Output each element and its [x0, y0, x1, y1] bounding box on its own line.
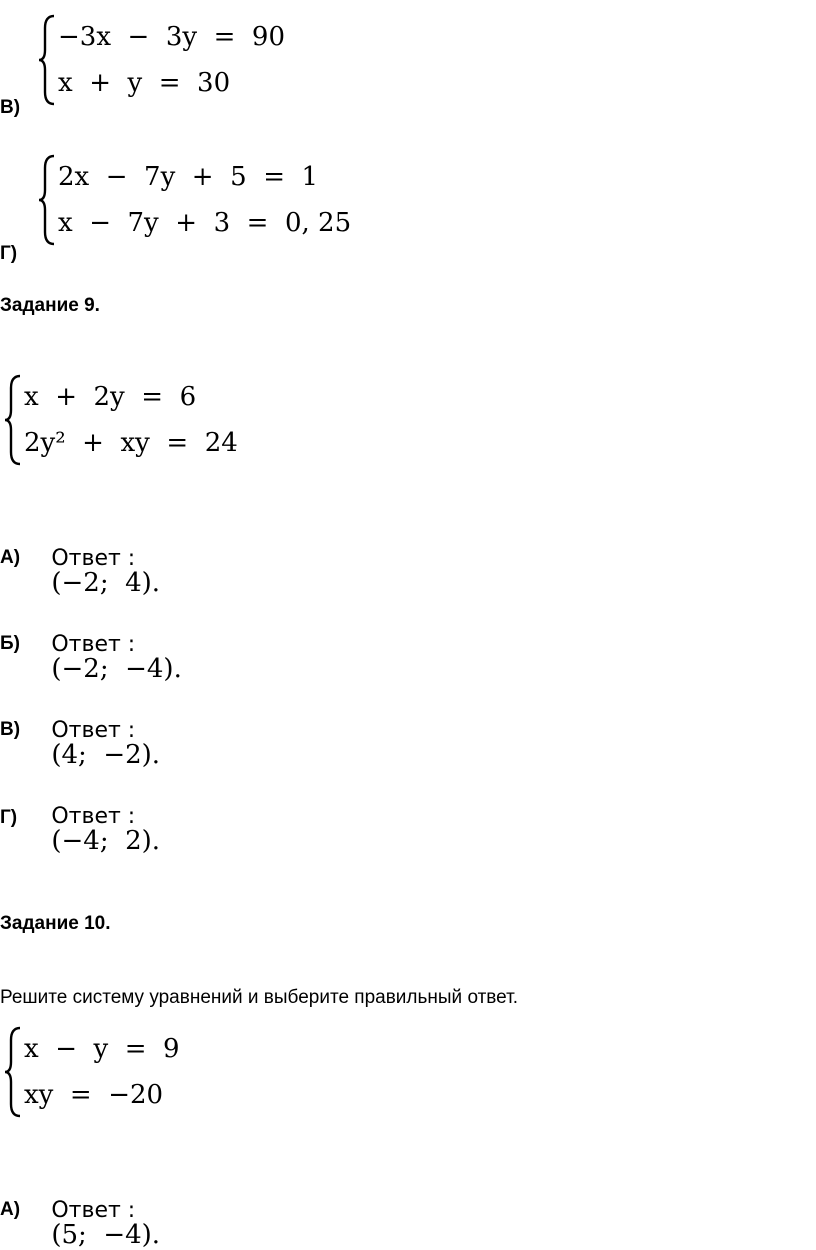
task10-heading: Задание 10. [0, 913, 111, 934]
left-brace-icon [4, 374, 22, 466]
left-brace-icon [38, 154, 56, 246]
equation-row-1: x − y = 9 [24, 1034, 180, 1064]
answer-word: Ответ : [51, 1198, 136, 1223]
answer-value: (5; −4). [51, 1220, 161, 1250]
answer-word: Ответ : [51, 804, 136, 829]
task9-answer-v [38, 694, 160, 768]
task9-answer-b [38, 608, 182, 682]
option-label-a: А) [0, 1199, 21, 1220]
option-label-a: А) [0, 547, 21, 568]
answer-word: Ответ : [51, 632, 136, 657]
equation-row-1: x + 2y = 6 [24, 382, 197, 412]
option-label-v: В) [0, 719, 21, 740]
answer-value: (4; −2). [51, 740, 161, 770]
option-label-g: Г) [0, 807, 18, 828]
option-label-v: В) [0, 97, 21, 118]
option-label-g: Г) [0, 243, 18, 264]
equation-row-2: x + y = 30 [58, 68, 231, 98]
left-brace-icon [4, 1026, 22, 1118]
equation-row-1: 2x − 7y + 5 = 1 [58, 162, 319, 192]
task10-answer-a [38, 1174, 160, 1248]
answer-value: (−4; 2). [51, 826, 161, 856]
answer-word: Ответ : [51, 546, 136, 571]
answer-value: (−2; −4). [51, 654, 182, 684]
task9-heading: Задание 9. [0, 295, 100, 316]
task10-instruction: Решите систему уравнений и выберите правильный ответ. [0, 987, 518, 1008]
answer-word: Ответ : [51, 718, 136, 743]
equation-row-2: x − 7y + 3 = 0, 25 [58, 208, 352, 238]
option-label-b: Б) [0, 633, 20, 654]
equation-row-1: −3x − 3y = 90 [58, 22, 285, 52]
equation-row-2: xy = −20 [24, 1080, 164, 1110]
left-brace-icon [38, 14, 56, 106]
equation-row-2: 2y² + xy = 24 [24, 428, 238, 458]
answer-value: (−2; 4). [51, 568, 161, 598]
task9-answer-g [38, 780, 160, 854]
task9-answer-a [38, 522, 160, 596]
